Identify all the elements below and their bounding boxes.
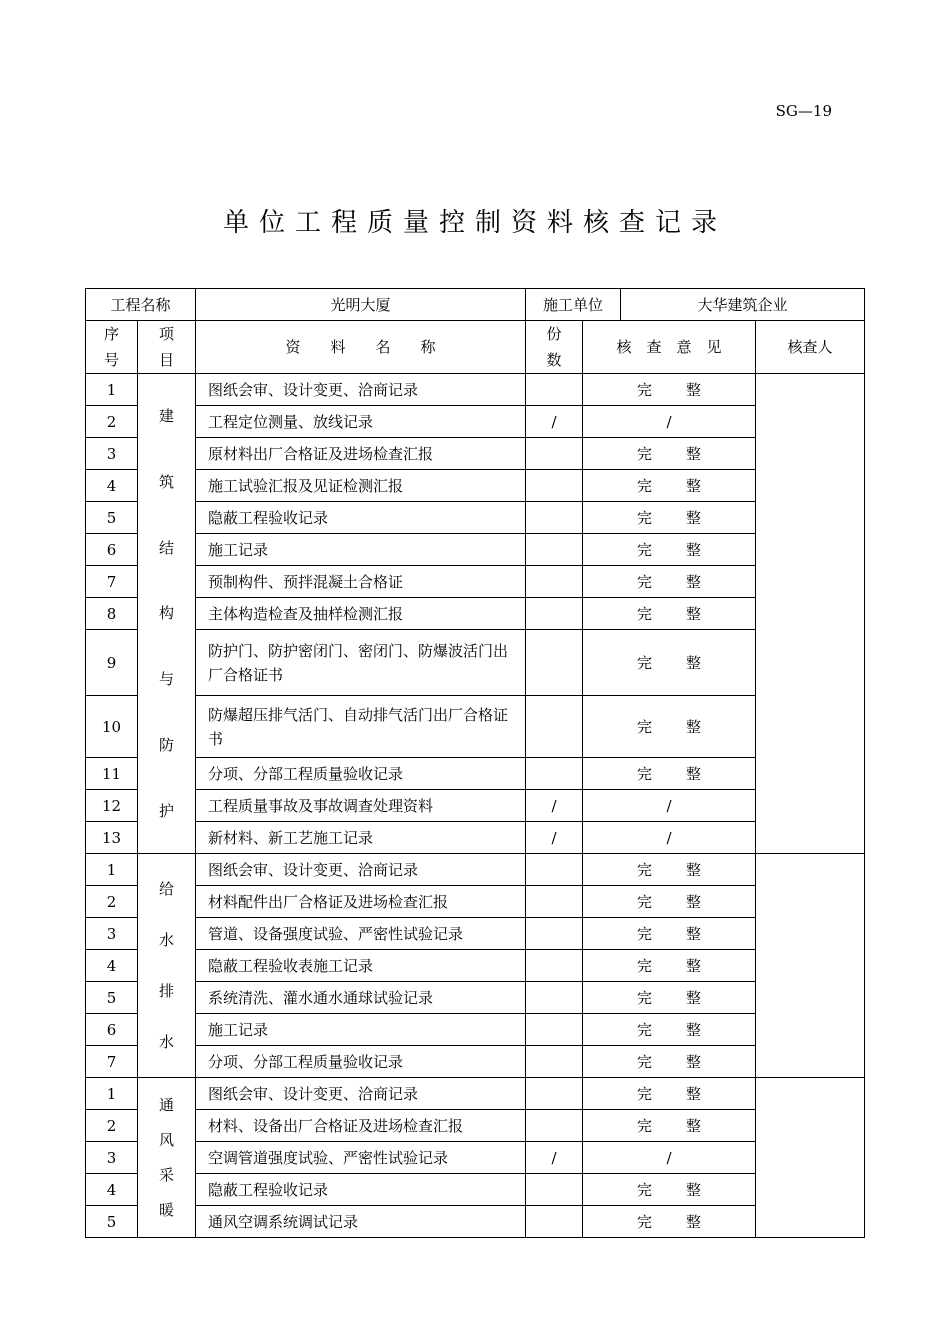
opinion-cell: [583, 374, 756, 406]
opinion-text: 完: [637, 444, 653, 463]
row-number: 4: [86, 470, 138, 502]
row-number: 7: [86, 566, 138, 598]
copies-cell: [526, 1206, 583, 1238]
col-seq: [86, 321, 138, 374]
table-row: [86, 534, 865, 566]
copies-cell: [526, 598, 583, 630]
opinion-text: 完: [637, 892, 653, 911]
document-name: 施工记录: [196, 534, 526, 566]
document-name: 管道、设备强度试验、严密性试验记录: [196, 918, 526, 950]
row-number: 3: [86, 438, 138, 470]
opinion-cell: [583, 696, 756, 758]
row-number: 7: [86, 1046, 138, 1078]
opinion-text: 完: [637, 653, 653, 672]
table-row: [86, 1142, 865, 1174]
document-name: 分项、分部工程质量验收记录: [196, 1046, 526, 1078]
category-char: 结: [159, 538, 175, 557]
opinion-text: /: [666, 412, 672, 431]
table-row: [86, 470, 865, 502]
copies-cell: [526, 534, 583, 566]
table-row: [86, 854, 865, 886]
category-char: 风: [159, 1131, 175, 1149]
opinion-text: /: [666, 796, 672, 815]
row-number: 3: [86, 1142, 138, 1174]
row-number: 6: [86, 534, 138, 566]
category-char: 护: [159, 801, 175, 820]
checker-cell: [756, 854, 865, 1078]
col-item: [138, 321, 196, 374]
copies-cell: [526, 1110, 583, 1142]
opinion-text: 完: [637, 1020, 653, 1039]
document-name: 工程质量事故及事故调查处理资料: [196, 790, 526, 822]
row-number: 8: [86, 598, 138, 630]
opinion-text: 整: [686, 988, 702, 1007]
header-row-project: [86, 289, 865, 321]
opinion-cell: [583, 1174, 756, 1206]
project-label: 工程名称: [86, 289, 196, 321]
table-row: [86, 1078, 865, 1110]
opinion-cell: [583, 566, 756, 598]
copies-cell: [526, 1046, 583, 1078]
category-char: 暖: [159, 1201, 175, 1219]
category-char: 与: [159, 670, 175, 689]
opinion-text: 完: [637, 604, 653, 623]
opinion-text: 完: [637, 572, 653, 591]
opinion-cell: [583, 1014, 756, 1046]
opinion-text: 完: [637, 380, 653, 399]
opinion-text: 整: [686, 653, 702, 672]
table-row: [86, 1014, 865, 1046]
opinion-text: 完: [637, 540, 653, 559]
opinion-text: 完: [637, 988, 653, 1007]
opinion-text: 完: [637, 924, 653, 943]
opinion-text: 整: [686, 476, 702, 495]
col-item-1: 项: [159, 325, 175, 343]
row-number: 5: [86, 982, 138, 1014]
category-char: 防: [159, 735, 175, 754]
opinion-cell: [583, 1142, 756, 1174]
opinion-cell: [583, 982, 756, 1014]
col-checker: 核查人: [756, 321, 865, 374]
table-row: [86, 950, 865, 982]
opinion-text: 完: [637, 1180, 653, 1199]
opinion-text: 完: [637, 1116, 653, 1135]
row-number: 5: [86, 1206, 138, 1238]
document-name: 预制构件、预拌混凝土合格证: [196, 566, 526, 598]
document-name: 施工试验汇报及见证检测汇报: [196, 470, 526, 502]
copies-cell: [526, 854, 583, 886]
opinion-text: 整: [686, 892, 702, 911]
opinion-text: 整: [686, 860, 702, 879]
opinion-cell: [583, 758, 756, 790]
table-row: [86, 886, 865, 918]
opinion-text: 完: [637, 764, 653, 783]
table-row: [86, 1206, 865, 1238]
document-name: 材料、设备出厂合格证及进场检查汇报: [196, 1110, 526, 1142]
opinion-text: /: [666, 828, 672, 847]
opinion-text: 整: [686, 717, 702, 736]
row-number: 1: [86, 854, 138, 886]
row-number: 6: [86, 1014, 138, 1046]
opinion-text: 整: [686, 924, 702, 943]
opinion-text: 完: [637, 956, 653, 975]
row-number: 2: [86, 406, 138, 438]
category-char: 排: [159, 982, 175, 1000]
col-seq-2: 号: [103, 351, 119, 369]
table-row: [86, 1046, 865, 1078]
row-number: 9: [86, 630, 138, 696]
document-name: 隐蔽工程验收表施工记录: [196, 950, 526, 982]
category-char: 采: [159, 1166, 175, 1184]
table-row: [86, 502, 865, 534]
opinion-text: 完: [637, 1052, 653, 1071]
row-number: 1: [86, 1078, 138, 1110]
opinion-cell: [583, 470, 756, 502]
category-char: 水: [159, 931, 175, 949]
copies-cell: [526, 1078, 583, 1110]
table-row: [86, 696, 865, 758]
opinion-cell: [583, 854, 756, 886]
opinion-text: 整: [686, 1180, 702, 1199]
table-row: [86, 918, 865, 950]
page-title: 单位工程质量控制资料核查记录: [222, 208, 727, 238]
opinion-cell: [583, 1110, 756, 1142]
opinion-cell: [583, 502, 756, 534]
document-name: 隐蔽工程验收记录: [196, 502, 526, 534]
table-row: [86, 598, 865, 630]
category-cell: [138, 1078, 196, 1238]
opinion-cell: [583, 950, 756, 982]
category-char: 建: [159, 407, 175, 426]
category-char: 水: [159, 1033, 175, 1051]
check-record-table: [85, 288, 865, 1238]
row-number: 1: [86, 374, 138, 406]
copies-cell: [526, 470, 583, 502]
table-row: [86, 374, 865, 406]
document-name: 通风空调系统调试记录: [196, 1206, 526, 1238]
opinion-text: 整: [686, 764, 702, 783]
document-name: 图纸会审、设计变更、洽商记录: [196, 374, 526, 406]
document-name: 新材料、新工艺施工记录: [196, 822, 526, 854]
col-seq-1: 序: [103, 325, 119, 343]
checker-cell: [756, 374, 865, 854]
copies-cell: [526, 918, 583, 950]
opinion-text: 完: [637, 508, 653, 527]
opinion-text: 整: [686, 380, 702, 399]
col-opinion: 核 查 意 见: [583, 321, 756, 374]
copies-cell: /: [526, 790, 583, 822]
table-row: [86, 822, 865, 854]
opinion-text: /: [666, 1148, 672, 1167]
opinion-cell: [583, 918, 756, 950]
opinion-cell: [583, 822, 756, 854]
opinion-cell: [583, 1206, 756, 1238]
copies-cell: /: [526, 1142, 583, 1174]
col-copies: [526, 321, 583, 374]
opinion-text: 整: [686, 444, 702, 463]
document-name: 隐蔽工程验收记录: [196, 1174, 526, 1206]
category-char: 构: [159, 604, 175, 623]
opinion-text: 完: [637, 476, 653, 495]
opinion-cell: [583, 534, 756, 566]
header-row-columns: [86, 321, 865, 374]
document-name: 防护门、防护密闭门、密闭门、防爆波活门出厂合格证书: [196, 630, 526, 696]
row-number: 11: [86, 758, 138, 790]
document-name: 原材料出厂合格证及进场检查汇报: [196, 438, 526, 470]
opinion-cell: [583, 630, 756, 696]
opinion-cell: [583, 1046, 756, 1078]
category-char: 给: [159, 880, 175, 898]
copies-cell: [526, 696, 583, 758]
category-char: 通: [159, 1096, 175, 1114]
table-row: [86, 758, 865, 790]
copies-cell: [526, 438, 583, 470]
opinion-text: 整: [686, 956, 702, 975]
col-copies-1: 份: [546, 325, 562, 343]
document-name: 系统清洗、灌水通水通球试验记录: [196, 982, 526, 1014]
col-item-2: 目: [159, 351, 175, 369]
contractor-label: 施工单位: [526, 289, 621, 321]
document-name: 主体构造检查及抽样检测汇报: [196, 598, 526, 630]
copies-cell: [526, 758, 583, 790]
copies-cell: [526, 566, 583, 598]
document-name: 材料配件出厂合格证及进场检查汇报: [196, 886, 526, 918]
document-name: 图纸会审、设计变更、洽商记录: [196, 854, 526, 886]
copies-cell: [526, 374, 583, 406]
opinion-text: 整: [686, 1020, 702, 1039]
opinion-text: 整: [686, 1052, 702, 1071]
table-row: [86, 1110, 865, 1142]
opinion-text: 整: [686, 1212, 702, 1231]
document-name: 图纸会审、设计变更、洽商记录: [196, 1078, 526, 1110]
row-number: 12: [86, 790, 138, 822]
opinion-cell: [583, 438, 756, 470]
copies-cell: [526, 1014, 583, 1046]
opinion-text: 整: [686, 1116, 702, 1135]
row-number: 2: [86, 886, 138, 918]
table-row: [86, 630, 865, 696]
opinion-cell: [583, 598, 756, 630]
opinion-cell: [583, 1078, 756, 1110]
col-copies-2: 数: [546, 351, 562, 369]
copies-cell: [526, 886, 583, 918]
row-number: 3: [86, 918, 138, 950]
category-char: 筑: [159, 473, 175, 492]
opinion-text: 完: [637, 717, 653, 736]
document-name: 工程定位测量、放线记录: [196, 406, 526, 438]
opinion-text: 整: [686, 1084, 702, 1103]
table-row: [86, 1174, 865, 1206]
row-number: 10: [86, 696, 138, 758]
table-row: [86, 406, 865, 438]
copies-cell: [526, 982, 583, 1014]
opinion-cell: [583, 790, 756, 822]
row-number: 2: [86, 1110, 138, 1142]
row-number: 4: [86, 950, 138, 982]
row-number: 13: [86, 822, 138, 854]
opinion-text: 整: [686, 604, 702, 623]
table-row: [86, 438, 865, 470]
copies-cell: /: [526, 406, 583, 438]
category-cell: [138, 854, 196, 1078]
form-code: SG—19: [775, 102, 832, 120]
document-name: 分项、分部工程质量验收记录: [196, 758, 526, 790]
opinion-cell: [583, 406, 756, 438]
document-name: 防爆超压排气活门、自动排气活门出厂合格证书: [196, 696, 526, 758]
table-row: [86, 566, 865, 598]
document-name: 施工记录: [196, 1014, 526, 1046]
project-value: 光明大厦: [196, 289, 526, 321]
copies-cell: /: [526, 822, 583, 854]
opinion-text: 完: [637, 1212, 653, 1231]
row-number: 4: [86, 1174, 138, 1206]
checker-cell: [756, 1078, 865, 1238]
copies-cell: [526, 502, 583, 534]
opinion-text: 整: [686, 540, 702, 559]
document-name: 空调管道强度试验、严密性试验记录: [196, 1142, 526, 1174]
opinion-text: 完: [637, 860, 653, 879]
opinion-text: 整: [686, 572, 702, 591]
col-name: 资 料 名 称: [196, 321, 526, 374]
opinion-text: 完: [637, 1084, 653, 1103]
opinion-cell: [583, 886, 756, 918]
opinion-text: 整: [686, 508, 702, 527]
table-row: [86, 982, 865, 1014]
row-number: 5: [86, 502, 138, 534]
contractor-value: 大华建筑企业: [621, 289, 865, 321]
copies-cell: [526, 950, 583, 982]
table-row: [86, 790, 865, 822]
copies-cell: [526, 1174, 583, 1206]
category-cell: [138, 374, 196, 854]
copies-cell: [526, 630, 583, 696]
